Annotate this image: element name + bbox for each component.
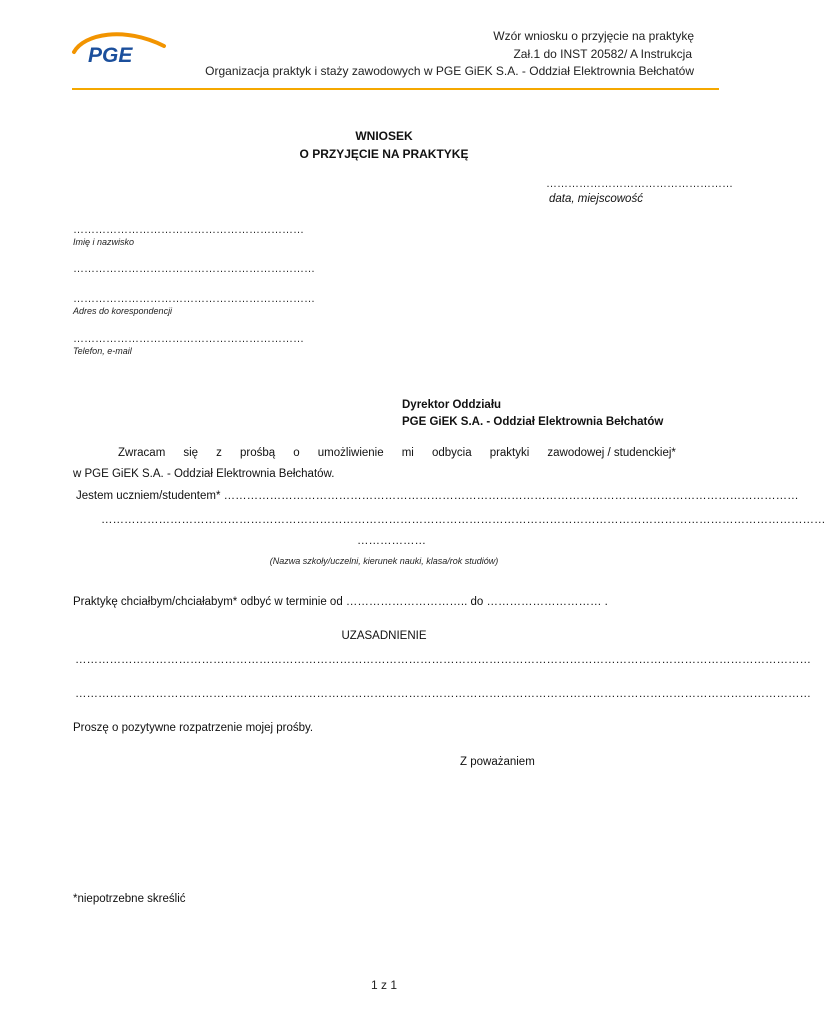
address-field-2[interactable]: ………………………………………………………… [73,293,315,305]
phone-caption: Telefon, e-mail [73,346,132,356]
date-field[interactable]: …………………………………………… [546,178,733,190]
word: odbycia [431,447,472,459]
addressee-title: Dyrektor Oddziału [402,399,502,411]
phone-field[interactable]: ……………………………………………………… [73,333,304,345]
word: prośbą [240,447,276,459]
school-field-2[interactable]: ……………………………………………………………………………………………………………………………………………………………………… [101,514,826,526]
word: umożliwienie [317,447,384,459]
word: zawodowej / studenckiej* [547,447,676,459]
name-field[interactable]: ……………………………………………………… [73,224,304,236]
student-field[interactable]: Jestem uczniem/studentem* …………………………………………………………………………………………………………………………………… [76,490,799,502]
name-caption: Imię i nazwisko [73,237,135,247]
word: praktyki [489,447,530,459]
header-line-2: Zał.1 do INST 20582/ A Instrukcja [513,47,692,61]
closing-request: Proszę o pozytywne rozpatrzenie mojej prośby. [73,722,314,734]
request-line-1 [118,447,676,459]
justification-field-2[interactable]: ………………………………………………………………………………………………………………………………………………………………………… [75,688,811,700]
word: się [183,447,199,459]
header-line-3: Organizacja praktyk i staży zawodowych w PGE GiEK S.A. - Oddział Elektrownia Bełchatów [205,64,694,78]
request-line-2: w PGE GiEK S.A. - Oddział Elektrownia Bełchatów. [73,468,335,480]
logo-text: PGE [88,44,133,67]
footnote: *niepotrzebne skreślić [73,893,186,905]
school-field-3[interactable]: ……………… [357,535,426,547]
word: o [293,447,300,459]
address-caption: Adres do korespondencji [73,306,173,316]
school-caption: (Nazwa szkoły/uczelni, kierunek nauki, klasa/rok studiów) [269,556,499,566]
document-title: WNIOSEK [355,129,413,143]
word: Zwracam [118,447,166,459]
address-field-1[interactable]: ………………………………………………………… [73,263,315,275]
period-line[interactable]: Praktykę chciałbym/chciałabym* odbyć w terminie od ………………………….. do ………………………… . [73,596,608,608]
addressee-organization: PGE GiEK S.A. - Oddział Elektrownia Bełchatów [402,416,664,428]
document-subtitle: O PRZYJĘCIE NA PRAKTYKĘ [299,147,469,161]
word: mi [401,447,414,459]
header-rule [72,88,719,90]
regards: Z poważaniem [460,756,535,768]
date-caption: data, miejscowość [549,193,643,205]
justification-title: UZASADNIENIE [341,630,427,642]
header-line-1: Wzór wniosku o przyjęcie na praktykę [493,29,694,43]
word: z [216,447,222,459]
justification-field-1[interactable]: ………………………………………………………………………………………………………………………………………………………………………… [75,654,811,666]
page-number: 1 z 1 [370,978,397,992]
pge-logo [66,26,176,72]
